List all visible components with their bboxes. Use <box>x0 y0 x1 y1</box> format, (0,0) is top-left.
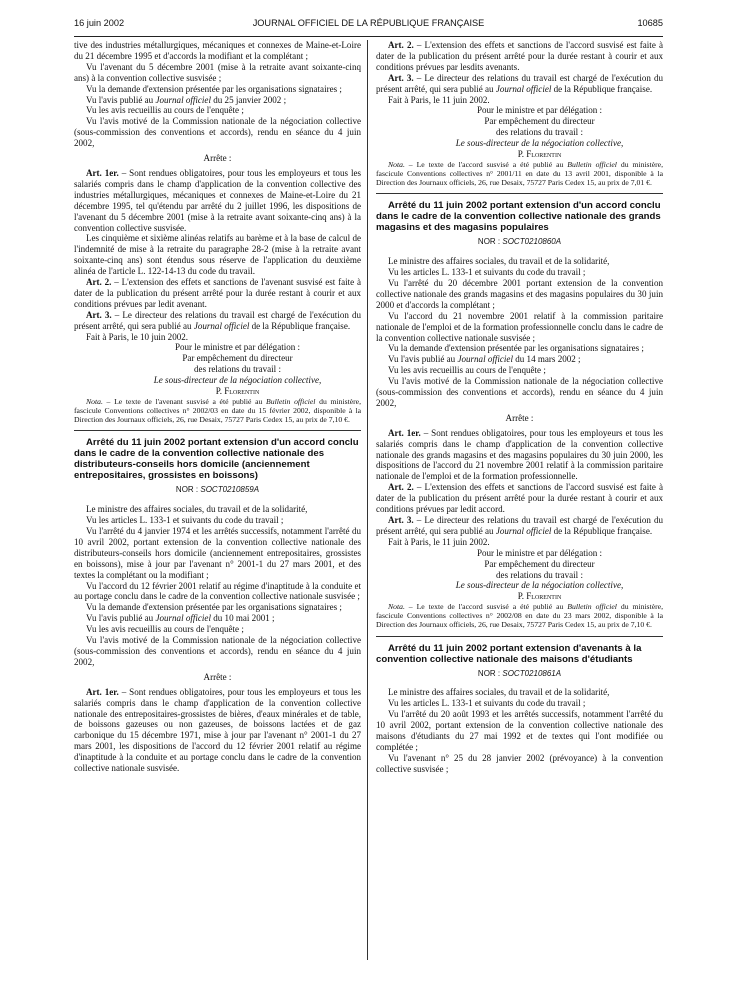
signatory-name: P. Florentin <box>517 591 562 602</box>
signature-line: Pour le ministre et par délégation : <box>476 547 603 558</box>
paragraph: tive des industries métallurgiques, mécaniques et connexes de Maine-et-Loire du 21 décembre 1995 et d'accords la modifiant et la complétant ; <box>74 40 361 61</box>
article-label: Art. 3. <box>388 72 414 83</box>
article-text: de la République française. <box>249 320 351 331</box>
text: Vu l'avis publié au <box>388 354 458 365</box>
article-2 <box>376 482 663 515</box>
article-text: – Sont rendues obligatoires, pour tous les employeurs et tous les salariés compris dans le champ d'application de la convention collective nationale des grands magasins et des magasins populaires du 30 juin 2000, les dispositions de l'accord du 21 novembre 2001 relatif à la commission paritaire nationale de l'emploi et de la formation professionnelle. <box>376 427 663 482</box>
paragraph: Vu les avis recueillis au cours de l'enquête ; <box>86 105 244 116</box>
section-title: Arrêté du 11 juin 2002 portant extension d'un accord conclu dans le cadre de la convention collective nationale des grands magasins et des magasins populaires <box>376 200 661 234</box>
article-3 <box>376 515 663 537</box>
journal-name: Journal officiel <box>193 320 250 331</box>
article-text: de la République française. <box>551 525 653 536</box>
nota-label: Nota. <box>388 159 405 169</box>
text: – Le texte de l'accord susvisé a été publié au <box>404 159 568 169</box>
nor-reference <box>376 669 663 680</box>
signature-line: Par empêchement du directeur <box>484 116 595 127</box>
paragraph: Vu l'arrêté du 4 janvier 1974 et les arrêtés successifs, notamment l'arrêté du 10 avril 2002, portant extension de la convention collective nationale des distributeurs-conseils hors domicile (anciennement entrepositaires, grossistes en boissons), mise à jour par l'avenant n° 2001-1 du 27 mars 2001, et des textes la complétant ou la modifiant ; <box>74 526 361 580</box>
paragraph <box>376 354 663 365</box>
fait-a-paris: Fait à Paris, le 11 juin 2002. <box>388 94 490 105</box>
article-label: Art. 1er. <box>388 427 421 438</box>
article-label: Art. 1er. <box>86 686 119 697</box>
paragraph: Le ministre des affaires sociales, du travail et de la solidarité, <box>388 256 610 267</box>
article-text: – Le directeur des relations du travail est chargé de l'exécution du présent arrêté, qui sera publié au <box>376 515 663 536</box>
paragraph: Le ministre des affaires sociales, du travail et de la solidarité, <box>86 504 308 515</box>
article-text: de la République française. <box>551 83 653 94</box>
arrete-heading: Arrête : <box>505 412 534 423</box>
nota <box>376 602 663 629</box>
paragraph <box>74 613 361 624</box>
journal-name: Journal officiel <box>457 354 513 365</box>
text: – Le texte de l'accord susvisé a été publié au <box>404 602 568 612</box>
arrete-heading: Arrête : <box>203 153 232 164</box>
article-1 <box>74 168 361 233</box>
paragraph: Vu l'accord du 12 février 2001 relatif au régime d'inaptitude à la conduite et au portage conclu dans le cadre de la convention collective nationale susvisée ; <box>74 580 361 602</box>
article-label: Art. 2. <box>86 277 112 288</box>
signature-line: Pour le ministre et par délégation : <box>476 105 603 116</box>
paragraph: Vu l'accord du 21 novembre 2001 relatif à la commission paritaire nationale de l'emploi et de la formation professionnelle conclu dans le cadre de la convention collective nationale susvisée ; <box>376 310 663 343</box>
text: Vu l'avis publié au <box>86 94 156 105</box>
signature-line: Par empêchement du directeur <box>484 558 595 569</box>
signature-block <box>416 105 663 160</box>
signature-line: Par empêchement du directeur <box>182 353 293 364</box>
nor-code: SOCT0210861A <box>502 668 562 678</box>
nor-code: SOCT0210860A <box>502 237 562 247</box>
paragraph: Vu les avis recueillis au cours de l'enquête ; <box>86 624 244 635</box>
article-2 <box>74 277 361 310</box>
paragraph: Vu la demande d'extension présentée par les organisations signataires ; <box>86 83 342 94</box>
article-1 <box>376 428 663 483</box>
article-label: Art. 2. <box>388 482 414 493</box>
paragraph: Vu les articles L. 133-1 et suivants du code du travail ; <box>388 698 586 709</box>
text: du ministère, fascicule Conventions collectives n° 2001/11 en date du 13 avril 2001, disponible à la Direction des Journaux officiels, 26, rue Desaix, 75727 Paris Cedex 15, au prix de 7,01 €. <box>376 159 663 188</box>
header-rule <box>74 36 663 37</box>
article-3 <box>376 73 663 95</box>
nota-label: Nota. <box>86 397 103 406</box>
article-label: Art. 3. <box>86 309 112 320</box>
paragraph: Vu les avis recueillis au cours de l'enquête ; <box>388 365 546 376</box>
bulletin-name: Bulletin officiel <box>567 159 617 169</box>
nor-reference <box>376 237 663 248</box>
section-rule <box>376 193 663 194</box>
article-text: – Le directeur des relations du travail est chargé de l'exécution du présent arrêté, qui sera publié au <box>74 309 361 331</box>
article-label: Art. 3. <box>388 515 414 525</box>
bulletin-name: Bulletin officiel <box>567 602 617 612</box>
article-text: – Sont rendues obligatoires, pour tous les employeurs et tous les salariés compris dans le champ d'application de la convention collective nationale des entrepositaires-grossistes de bières, d'eaux minérales et de table, de boissons gazeuses ou non gazeuses, de boissons lactées et de gaz carbonique du 15 décembre 1971, mise à jour par l'avenant n° 2001-1 du 27 mars 2001, les dispositions de l'accord du 12 février 2001 relatif au régime d'inaptitude à la conduite et au portage conclu dans le cadre de la convention collective nationale susvisée. <box>74 686 361 774</box>
article-3 <box>74 310 361 332</box>
text: du ministère, fascicule Conventions collectives n° 2002/03 en date du 15 février 2002, disponible à la Direction des Journaux officiels, 26, rue Desaix, 75727 Paris Cedex 15, au prix de 7,10 €. <box>74 397 362 425</box>
text: du 25 janvier 2002 ; <box>210 94 287 105</box>
header-date: 16 juin 2002 <box>74 18 125 28</box>
paragraph: Le ministre des affaires sociales, du travail et de la solidarité, <box>388 687 610 698</box>
paragraph: Vu l'avis motivé de la Commission nationale de la négociation collective (sous-commission des conventions et accords), rendu en séance du 4 juin 2002, <box>74 116 361 149</box>
article-2 <box>376 40 663 73</box>
signature-line: des relations du travail : <box>194 364 281 375</box>
section-rule <box>376 636 663 637</box>
paragraph: Vu l'avis motivé de la Commission nationale de la négociation collective (sous-commission des conventions et accords), rendu en séance du 4 juin 2002, <box>376 376 663 408</box>
journal-name: Journal officiel <box>495 83 552 94</box>
article-label: Art. 2. <box>388 40 414 50</box>
article-1 <box>74 687 361 774</box>
section-rule <box>74 430 361 431</box>
column-divider <box>367 40 368 960</box>
paragraph: Vu les articles L. 133-1 et suivants du code du travail ; <box>86 515 284 526</box>
article-text: – Le directeur des relations du travail est chargé de l'exécution du présent arrêté, qui sera publié au <box>376 72 663 94</box>
nor-label: NOR : <box>477 668 503 678</box>
paragraph: Vu l'arrêté du 20 août 1993 et les arrêtés successifs, notamment l'arrêté du 10 avril 2002, portant extension de la convention collective nationale des maisons d'étudiants du 27 mai 1992 et de textes qui l'ont modifiée ou complétée ; <box>376 709 663 752</box>
header-journal-title: JOURNAL OFFICIEL DE LA RÉPUBLIQUE FRANÇAISE <box>252 18 485 28</box>
paragraph: Vu l'avis motivé de la Commission nationale de la négociation collective (sous-commission des conventions et accords), rendu en séance du 4 juin 2002, <box>74 635 361 667</box>
text: du 14 mars 2002 ; <box>512 354 581 365</box>
signatory-name: P. Florentin <box>215 386 260 397</box>
fait-a-paris: Fait à Paris, le 10 juin 2002. <box>86 331 189 342</box>
signature-block <box>114 342 361 397</box>
paragraph: Vu l'avenant du 5 décembre 2001 (mise à la retraite avant soixante-cinq ans) à la convention collective susvisée ; <box>74 61 361 83</box>
signature-line: Le sous-directeur de la négociation collective, <box>455 580 624 591</box>
journal-name: Journal officiel <box>155 94 211 105</box>
arrete-heading: Arrête : <box>203 671 232 682</box>
article-text: – L'extension des effets et sanctions de l'accord susvisé est faite à dater de la publication du présent arrêté pour la durée restant à courir et aux conditions prévues par lesdits avenants. <box>376 40 663 72</box>
text: du 10 mai 2001 ; <box>210 613 275 624</box>
text: Vu l'avis publié au <box>86 613 156 624</box>
signature-line: Le sous-directeur de la négociation collective, <box>455 138 624 149</box>
paragraph: Vu l'arrêté du 20 décembre 2001 portant extension de la convention collective nationale des grands magasins et des magasins populaires du 30 juin 2000 et d'accords la complétant ; <box>376 277 663 310</box>
signature-line: Le sous-directeur de la négociation collective, <box>153 375 322 386</box>
text: du ministère, fascicule Conventions collectives n° 2002/08 en date du 23 mars 2002, disponible à la Direction des Journaux officiels, 26, rue Desaix, 75727 Paris Cedex 15, au prix de 7,10 €. <box>376 602 663 630</box>
signature-line: Pour le ministre et par délégation : <box>174 342 301 353</box>
journal-name: Journal officiel <box>495 525 552 536</box>
nota <box>376 160 663 187</box>
page-header <box>74 18 663 32</box>
article-text: – L'extension des effets et sanctions de l'accord susvisé est faite à dater de la publication du présent arrêté pour la durée restant à courir et aux conditions prévues par ledit accord. <box>376 482 663 515</box>
right-column <box>376 40 663 775</box>
nor-label: NOR : <box>175 485 201 495</box>
header-page-number: 10685 <box>637 18 663 28</box>
paragraph: Vu l'avenant n° 25 du 28 janvier 2002 (prévoyance) à la convention collective susvisée ; <box>376 752 663 774</box>
article-text: – L'extension des effets et sanctions de l'avenant susvisé est faite à dater de la publication du présent arrêté pour la durée restant à courir et aux conditions prévues par ledit avenant. <box>74 277 361 309</box>
nor-code: SOCT0210859A <box>200 485 260 495</box>
section-title: Arrêté du 11 juin 2002 portant extension d'un accord conclu dans le cadre de la convention collective nationale des distributeurs-conseils hors domicile (anciennement entrepositaires, grossistes en boissons) <box>74 437 359 482</box>
paragraph <box>74 95 361 106</box>
nor-reference <box>74 485 361 496</box>
paragraph: Vu la demande d'extension présentée par les organisations signataires ; <box>86 602 342 613</box>
article-text: – Sont rendues obligatoires, pour tous les employeurs et tous les salariés compris dans le champ d'application de la convention collective des industries métallurgiques, mécaniques et connexes de Maine-et-Loire du 21 décembre 1995, tel qu'étendu par arrêté du 2 juillet 1996, les dispositions de l'avenant du 5 décembre 2001 (mise à la retraite avant soixante-cinq ans) à la convention collective susvisée. <box>74 167 361 233</box>
signature-line: des relations du travail : <box>496 569 583 580</box>
nota <box>74 397 361 424</box>
paragraph: Les cinquième et sixième alinéas relatifs au barème et à la base de calcul de l'indemnité de mise à la retraite du paragraphe 28-2 (mise à la retraite avant soixante-cinq ans) sont étendus sous réserve de l'application du deuxième alinéa de l'article L. 122-14-13 du code du travail. <box>74 233 361 277</box>
signatory-name: P. Florentin <box>517 149 562 160</box>
left-column <box>74 40 361 774</box>
signature-line: des relations du travail : <box>496 127 583 138</box>
section-title: Arrêté du 11 juin 2002 portant extension d'avenants à la convention collective nationale des maisons d'étudiants <box>376 642 642 665</box>
text: – Le texte de l'avenant susvisé a été publié au <box>102 397 267 406</box>
bulletin-name: Bulletin officiel <box>266 397 316 406</box>
article-label: Art. 1er. <box>86 167 119 178</box>
nota-label: Nota. <box>388 602 405 612</box>
nor-label: NOR : <box>477 237 503 247</box>
journal-name: Journal officiel <box>155 613 211 624</box>
signature-block <box>416 548 663 603</box>
paragraph: Vu la demande d'extension présentée par les organisations signataires ; <box>388 343 644 354</box>
fait-a-paris: Fait à Paris, le 11 juin 2002. <box>388 536 490 547</box>
paragraph: Vu les articles L. 133-1 et suivants du code du travail ; <box>388 267 586 278</box>
